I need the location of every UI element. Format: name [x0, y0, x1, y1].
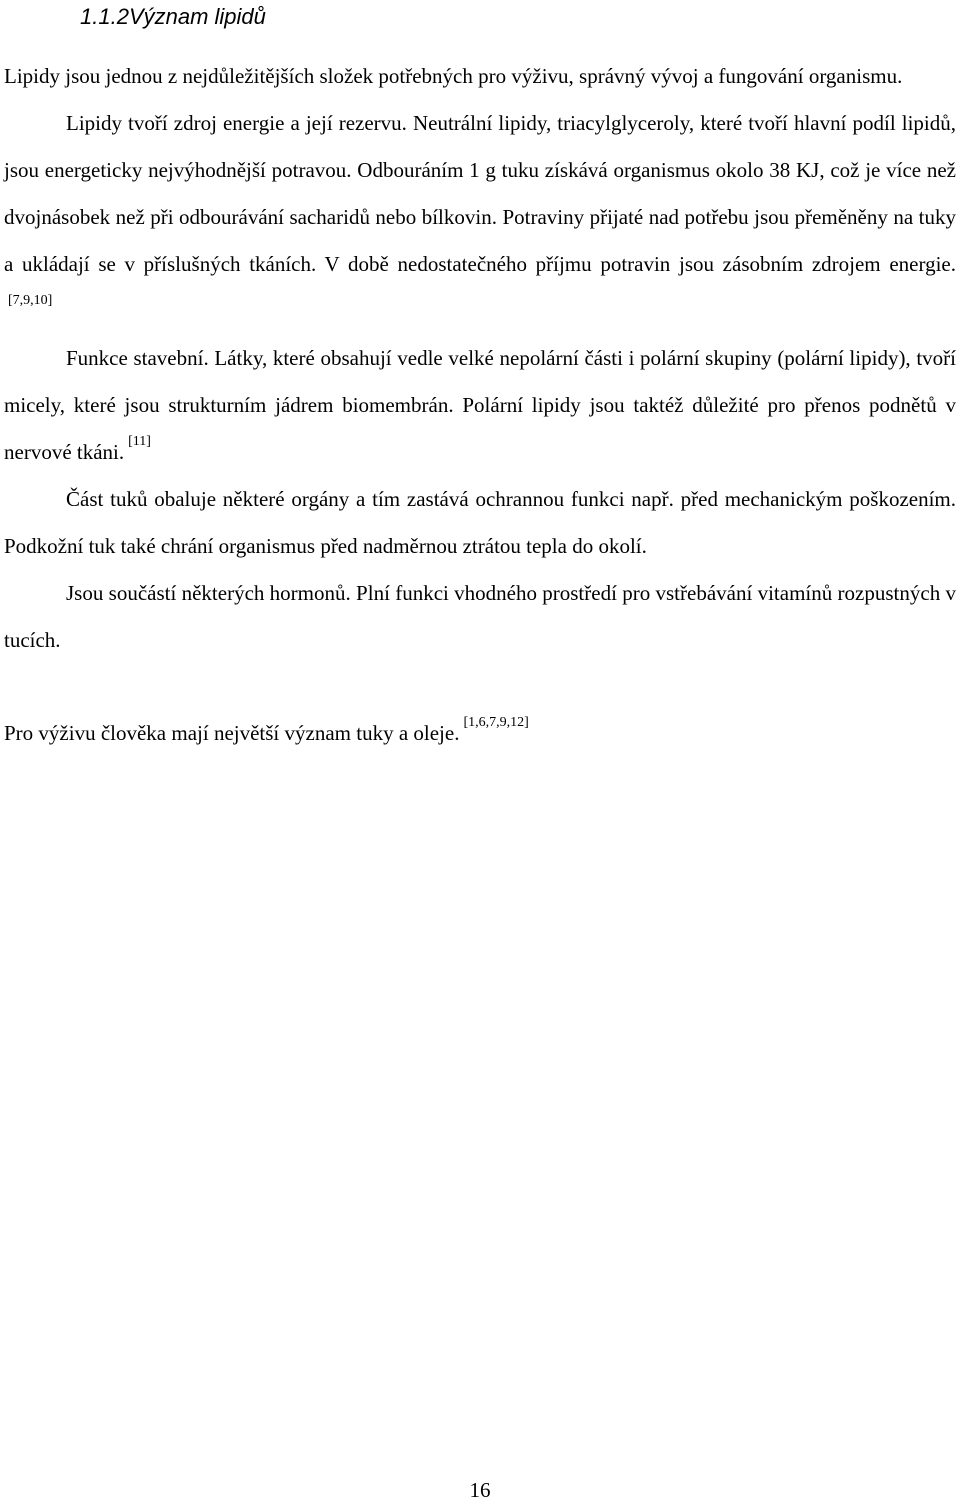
- paragraph-hormones: [4, 570, 956, 664]
- paragraph-structural: [4, 335, 956, 476]
- paragraph-text: Pro výživu člověka mají největší význam tuky a oleje.: [4, 721, 460, 745]
- paragraph-text: Lipidy jsou jednou z nejdůležitějších složek potřebných pro výživu, správný vývoj a fungování organismu.: [4, 64, 903, 88]
- paragraph-energy: [4, 100, 956, 335]
- paragraph-nutrition: [4, 710, 956, 757]
- page-number: 16: [469, 1478, 491, 1502]
- paragraph-text: Jsou součástí některých hormonů. Plní funkci vhodného prostředí pro vstřebávání vitamínů rozpustných v tucích.: [4, 581, 956, 652]
- citation-reference: [1,6,7,9,12]: [463, 715, 529, 730]
- paragraph-protective: [4, 476, 956, 570]
- document-body: [4, 53, 956, 757]
- paragraph-text: Část tuků obaluje některé orgány a tím zastává ochrannou funkci např. před mechanickým poškozením. Podkožní tuk také chrání organismus před nadměrnou ztrátou tepla do okolí.: [4, 487, 956, 558]
- citation-reference: [11]: [128, 434, 151, 449]
- paragraph-intro: [4, 53, 956, 100]
- citation-reference: [7,9,10]: [8, 293, 53, 308]
- section-heading: [80, 2, 266, 32]
- section-title: Význam lipidů: [128, 4, 266, 29]
- paragraph-text: Funkce stavební. Látky, které obsahují vedle velké nepolární části i polární skupiny (polární lipidy), tvoří micely, které jsou strukturním jádrem biomembrán. Polární lipidy jsou taktéž důležité pro přenos podnětů v nervové tkáni.: [4, 346, 956, 464]
- section-number: 1.1.2: [80, 4, 129, 29]
- paragraph-text: Lipidy tvoří zdroj energie a její rezervu. Neutrální lipidy, triacylglyceroly, které tvoří hlavní podíl lipidů, jsou energeticky nejvýhodnější potravou. Odbouráním 1 g tuku získává organismus okolo 38 KJ, což je více než dvojnásobek než při odbourávání sacharidů nebo bílkovin. Potraviny přijaté nad potřebu jsou přeměněny na tuky a ukládají se v příslušných tkáních. V době nedostatečného příjmu potravin jsou zásobním zdrojem energie.: [4, 111, 956, 276]
